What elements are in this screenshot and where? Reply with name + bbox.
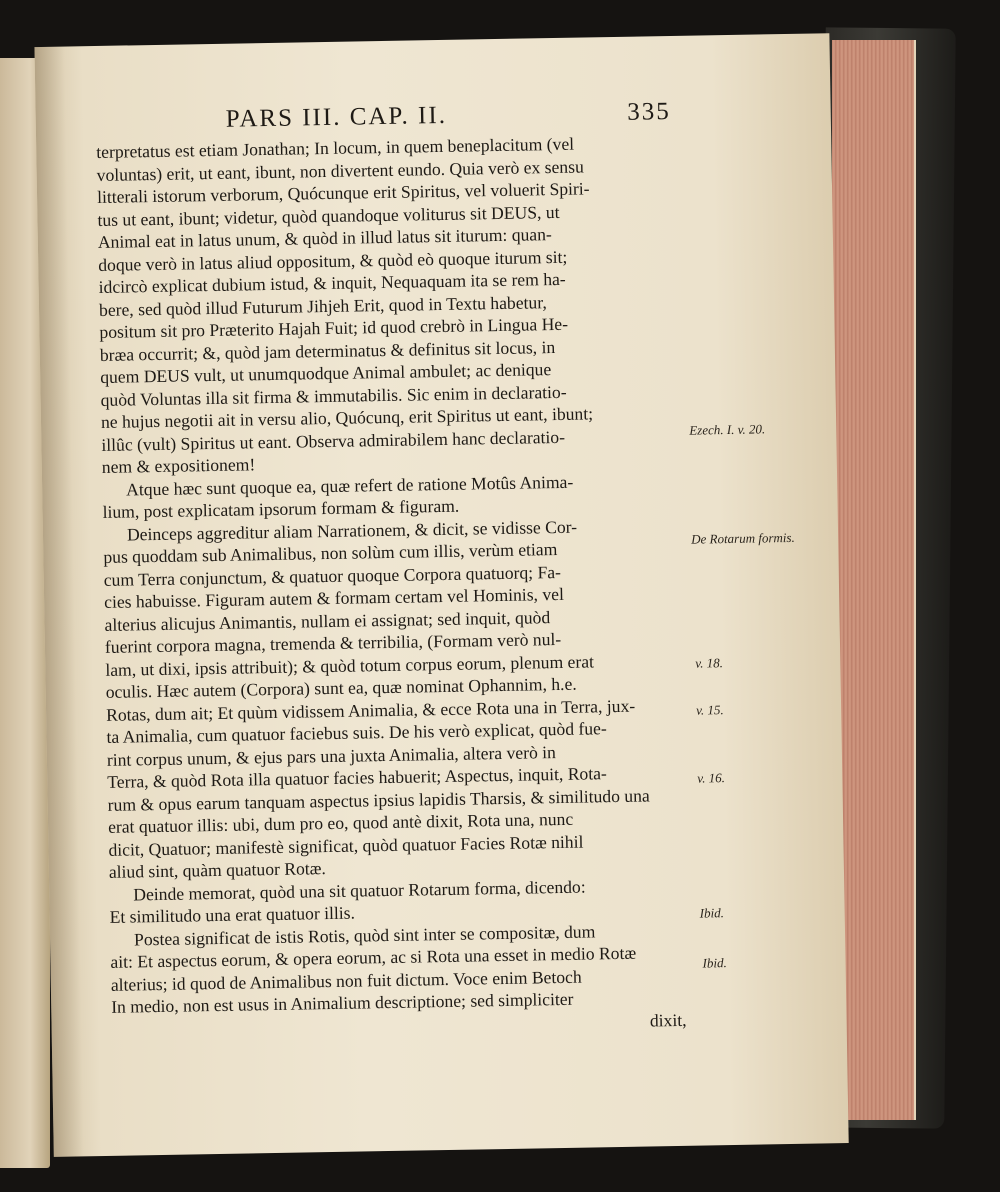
margin-note: De Rotarum formis. [691, 529, 795, 547]
text-line: bere, sed quòd illud Futurum Jihjeh Erit, quod in Textu habetur, [98, 291, 547, 320]
text-line: erat quatuor illis: ubi, dum pro eo, quod antè dixit, Rota una, nunc [107, 808, 574, 837]
text-line: nem & expositionem! [101, 454, 256, 477]
text-line: quem DEUS vult, ut unumquodque Animal ambulet; ac denique [100, 359, 552, 387]
catchword: dixit, [649, 1009, 687, 1030]
text-line: bræa occurrit; &, quòd jam determinatus & definitus sit locus, in [99, 336, 556, 365]
text-line: Deinceps aggreditur aliam Narrationem, & dicit, se vidisse Cor- [126, 516, 578, 545]
text-line: ne hujus negotii ait in versu alio, Quócunq, erit Spiritus ut eant, ibunt; [100, 403, 594, 432]
page-number: 335 [626, 97, 671, 126]
text-line: terpretatus est etiam Jonathan; In locum, in quem beneplacitum (vel [96, 133, 575, 162]
text-line: illûc (vult) Spiritus ut eant. Observa admirabilem hanc declaratio- [101, 426, 566, 455]
text-line: ta Animalia, cum quatuor faciebus suis. De his verò explicat, quòd fue- [106, 718, 607, 747]
text-line: Deinde memorat, quòd una sit quatuor Rotarum forma, dicendo: [133, 876, 586, 904]
text-line: lium, post explicatam ipsorum formam & figuram. [102, 495, 460, 522]
text-line: lam, ut dixi, ipsis attribuit); & quòd totum corpus eorum, plenum erat [105, 650, 595, 680]
text-line: alterius; id quod de Animalibus non fuit dictum. Voce enim Betoch [110, 966, 582, 995]
text-line: alterius alicujus Animantis, nullam ei assignat; sed inquit, quòd [104, 606, 551, 635]
text-line: litterali istorum verborum, Quócunque erit Spiritus, vel voluerit Spiri- [96, 178, 590, 207]
text-line: tus ut eant, ibunt; videtur, quòd quandoque voliturus sit DEUS, ut [97, 201, 560, 230]
text-line: Et similitudo una erat quatuor illis. [109, 902, 356, 927]
text-line: Rotas, dum ait; Et quùm vidissem Animalia, & ecce Rota una in Terra, jux- [105, 695, 636, 725]
text-line: Atque hæc sunt quoque ea, quæ refert de ratione Motûs Anima- [126, 471, 574, 500]
text-line: rum & opus earum tanquam aspectus ipsius lapidis Tharsis, & similitudo una [107, 784, 650, 815]
header-title: PARS III. CAP. II. [225, 101, 448, 133]
margin-note: v. 15. [696, 702, 724, 718]
text-line: ait: Et aspectus eorum, & opera eorum, ac si Rota una esset in medio Rotæ [110, 942, 637, 972]
book-page [34, 33, 848, 1157]
text-line: voluntas) erit, ut eant, ibunt, non divertent eundo. Quia verò ex sensu [96, 155, 584, 185]
text-line: rint corpus unum, & ejus pars una juxta Animalia, altera verò in [106, 741, 557, 770]
margin-note: v. 18. [695, 655, 724, 671]
text-line: idcircò explicat dubium istud, & inquit, Nequaquam ita se rem ha- [98, 268, 566, 297]
text-line: cum Terra conjunctum, & quatuor quoque Corpora quatuorq; Fa- [103, 561, 562, 590]
text-line: cies habuisse. Figuram autem & formam certam vel Hominis, vel [103, 583, 565, 612]
margin-note: v. 16. [697, 770, 726, 786]
margin-note: Ibid. [699, 905, 725, 921]
text-line: doque verò in latus aliud oppositum, & quòd eò quoque iturum sit; [98, 246, 568, 275]
margin-note: Ibid. [702, 955, 727, 971]
text-line: fuerint corpora magna, tremenda & terribilia, (Formam verò nul- [104, 628, 562, 657]
text-line: quòd Voluntas illa sit firma & immutabilis. Sic enim in declaratio- [100, 381, 567, 410]
page-body [96, 131, 687, 1041]
text-line: positum sit pro Præterito Hajah Fuit; id quod crebrò in Lingua He- [99, 313, 569, 342]
text-line: oculis. Hæc autem (Corpora) sunt ea, quæ nominat Ophannim, h.e. [105, 673, 577, 702]
text-line: dicit, Quatuor; manifestè significat, quòd quatuor Facies Rotæ nihil [108, 831, 584, 860]
text-line: aliud sint, quàm quatuor Rotæ. [108, 858, 326, 882]
text-line: Animal eat in latus unum, & quòd in illud latus sit iturum: quan- [97, 224, 552, 252]
text-line: Terra, & quòd Rota illa quatuor facies habuerit; Aspectus, inquit, Rota- [107, 763, 607, 792]
margin-note: Ezech. I. v. 20. [689, 421, 766, 438]
text-line: Postea significat de istis Rotis, quòd sint inter se compositæ, dum [133, 920, 596, 949]
text-line: pus quoddam sub Animalibus, non solùm cum illis, verùm etiam [103, 539, 558, 567]
text-line: In medio, non est usus in Animalium descriptione; sed simpliciter [111, 988, 574, 1017]
